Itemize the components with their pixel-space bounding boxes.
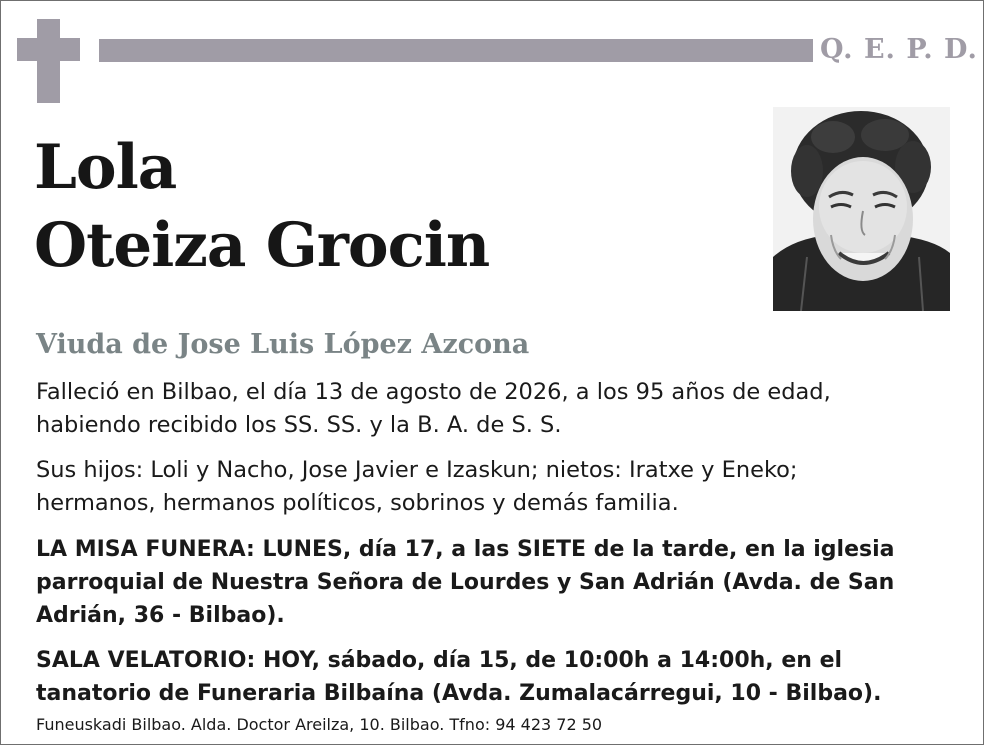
family-line-2: hermanos, hermanos políticos, sobrinos y demás familia. — [36, 490, 679, 516]
cross-vertical-bar — [37, 19, 60, 103]
widow-of-line: Viuda de Jose Luis López Azcona — [36, 329, 530, 360]
mass-line-3: Adrián, 36 - Bilbao). — [36, 603, 285, 628]
death-announcement — [36, 376, 956, 442]
surnames: Oteiza Grocin — [34, 210, 490, 281]
mass-line-2: parroquial de Nuestra Señora de Lourdes y San Adrián (Avda. de San — [36, 570, 895, 595]
funeral-mass-info — [36, 533, 956, 632]
qepd-label: Q. E. P. D. — [820, 34, 978, 65]
deceased-name — [34, 129, 489, 285]
first-name: Lola — [34, 132, 177, 203]
header-rule — [99, 39, 813, 62]
mass-line-1: LA MISA FUNERA: LUNES, día 17, a las SIETE de la tarde, en la iglesia — [36, 537, 895, 562]
family-line-1: Sus hijos: Loli y Nacho, Jose Javier e Izaskun; nietos: Iratxe y Eneko; — [36, 457, 798, 483]
wake-room-info — [36, 644, 956, 710]
deceased-portrait — [773, 107, 950, 311]
death-line-1: Falleció en Bilbao, el día 13 de agosto de 2026, a los 95 años de edad, — [36, 379, 831, 405]
wake-line-2: tanatorio de Funeraria Bilbaína (Avda. Zumalacárregui, 10 - Bilbao). — [36, 681, 882, 706]
family-list — [36, 454, 956, 520]
death-line-2: habiendo recibido los SS. SS. y la B. A. de S. S. — [36, 412, 562, 438]
wake-line-1: SALA VELATORIO: HOY, sábado, día 15, de 10:00h a 14:00h, en el — [36, 648, 843, 673]
funeral-home-footer: Funeuskadi Bilbao. Alda. Doctor Areilza, 10. Bilbao. Tfno: 94 423 72 50 — [36, 715, 603, 734]
portrait-image — [773, 107, 950, 311]
cross-horizontal-bar — [17, 38, 80, 61]
